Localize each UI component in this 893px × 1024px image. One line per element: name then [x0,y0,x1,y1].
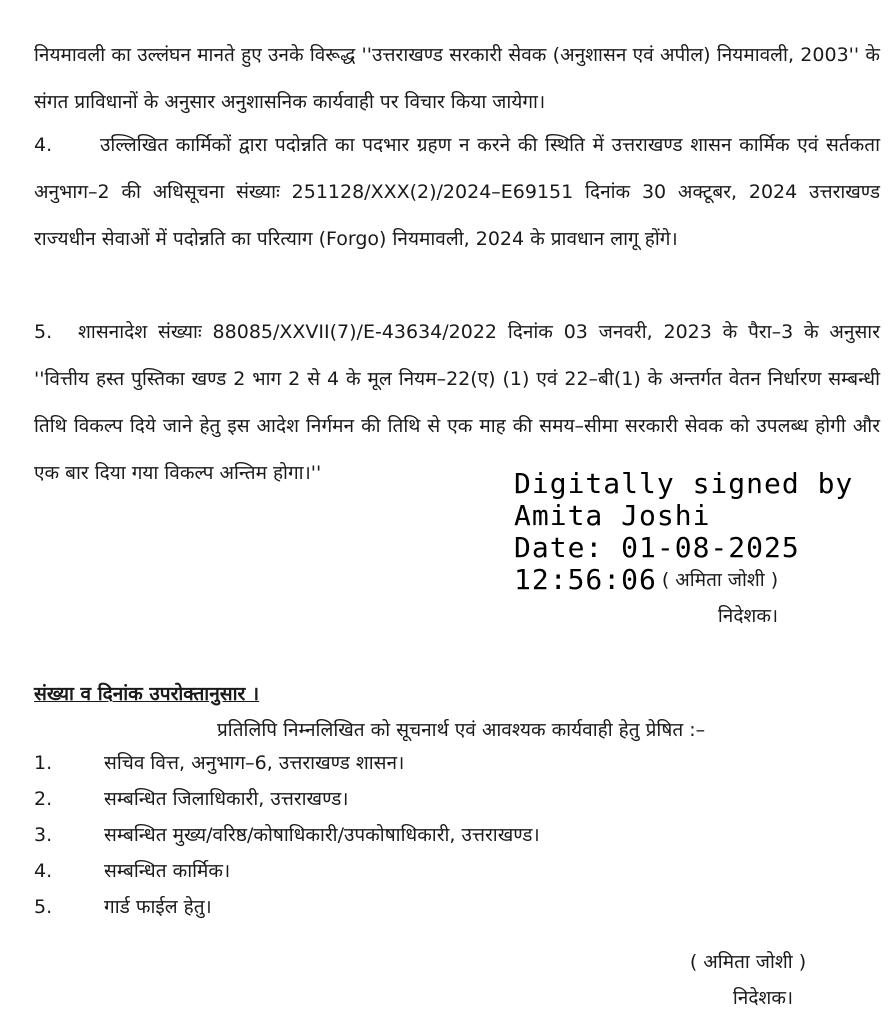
copy-list [34,748,874,928]
paragraph-5-number: 5. [34,321,53,343]
paragraph-4-text: उल्लिखित कार्मिकों द्वारा पदोन्नति का पदभार ग्रहण न करने की स्थिति में उत्तराखण्ड शासन कार्मिक एवं सर्तकता अनुभाग–2 की अधिसूचना संख्याः 251128/XXX(2)/2024–E69151 दिनांक 30 अक्टूबर, 2024 उत्तराखण्ड राज्यधीन सेवाओं में पदोन्नति का परित्याग (Forgo) नियमावली, 2024 के प्रावधान लागू होंगे। [34,134,880,250]
list-item-text: गार्ड फाईल हेतु। [104,896,212,918]
digital-signature-line1: Digitally signed by [514,467,854,500]
digital-signature-line2: Amita Joshi [514,499,711,532]
signatory-2-name: ( अमिता जोशी ) [689,951,807,973]
list-item [34,820,874,856]
signatory-1-designation: निदेशक। [717,605,779,627]
paragraph-continuation: नियमावली का उल्लंघन मानते हुए उनके विरूद्ध ''उत्तराखण्ड सरकारी सेवक (अनुशासन एवं अपील) नियमावली, 2003'' के संगत प्राविधानों के अनुसार अनुशासनिक कार्यवाही पर विचार किया जायेगा। [34,44,880,113]
signatory-block-2 [668,944,828,1016]
list-item [34,856,874,892]
copy-intro: प्रतिलिपि निम्नलिखित को सूचनार्थ एवं आवश्यक कार्यवाही हेतु प्रेषित :– [217,719,706,741]
digital-signature-stamp [514,468,853,596]
list-item-text: सम्बन्धित जिलाधिकारी, उत्तराखण्ड। [104,788,349,810]
paragraph-4 [34,122,880,263]
list-item-number: 3. [34,824,53,846]
list-item [34,892,874,928]
list-item-number: 4. [34,860,53,882]
paragraph-5-text: शासनादेश संख्याः 88085/XXVII(7)/E-43634/2022 दिनांक 03 जनवरी, 2023 के पैरा–3 के अनुसार ''वित्तीय हस्त पुस्तिका खण्ड 2 भाग 2 से 4 के मूल नियम–22(ए) (1) एवं 22–बी(1) के अन्तर्गत वेतन निर्धारण सम्बन्धी तिथि विकल्प दिये जाने हेतु इस आदेश निर्गमन की तिथि से एक माह की समय–सीमा सरकारी सेवक को उपलब्ध होगी और एक बार दिया गया विकल्प अन्तिम होगा।'' [34,321,880,484]
copy-heading: संख्या व दिनांक उपरोक्तानुसार । [34,683,260,705]
list-item-number: 5. [34,896,53,918]
signatory-2-designation: निदेशक। [732,987,794,1009]
digital-signature-line3: Date: 01-08-2025 [514,531,800,564]
list-item-text: सम्बन्धित कार्मिक। [104,860,231,882]
paragraph-4-number: 4. [34,134,53,156]
signatory-1-name: ( अमिता जोशी ) [661,569,779,591]
list-item-number: 1. [34,752,53,774]
list-item-text: सम्बन्धित मुख्य/वरिष्ठ/कोषाधिकारी/उपकोषाधिकारी, उत्तराखण्ड। [104,824,540,846]
list-item [34,748,874,784]
digital-signature-line4: 12:56:06 [514,563,657,596]
list-item-text: सचिव वित्त, अनुभाग–6, उत्तराखण्ड शासन। [104,752,405,774]
list-item-number: 2. [34,788,53,810]
list-item [34,784,874,820]
